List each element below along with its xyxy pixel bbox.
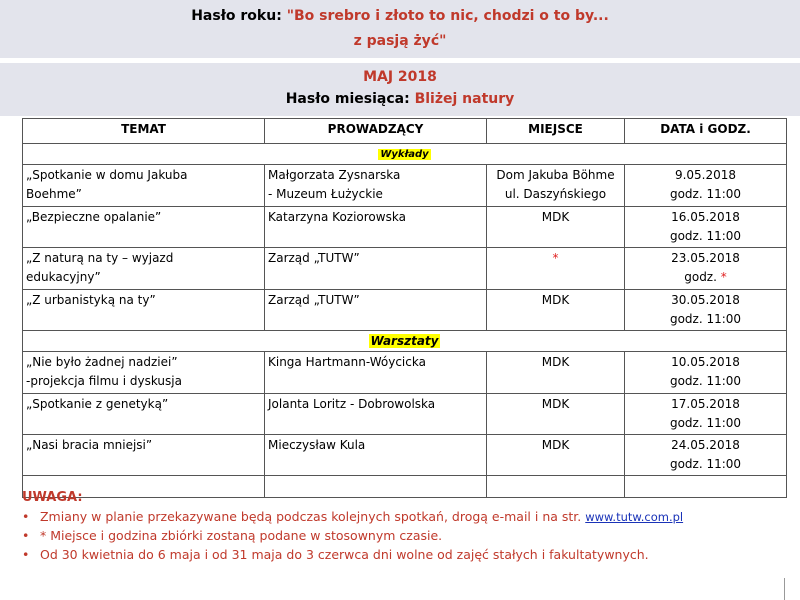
- date-text: 16.05.2018: [671, 210, 740, 224]
- place-cell: [487, 165, 625, 207]
- note-3: [22, 547, 792, 562]
- time-text: godz. 11:00: [669, 457, 742, 471]
- leader-text: Mieczysław Kula: [268, 438, 366, 452]
- topic-text-2: Boehme”: [26, 187, 82, 201]
- section-lectures: Wykłady: [380, 149, 429, 160]
- date-cell: [625, 248, 787, 290]
- topic-cell: [23, 248, 265, 290]
- leader-cell: [265, 165, 487, 207]
- date-text: 23.05.2018: [671, 251, 740, 265]
- table-row: [23, 352, 787, 394]
- place-text: MDK: [541, 397, 570, 411]
- leader-cell: [265, 352, 487, 394]
- place-text: MDK: [541, 293, 570, 307]
- place-cell: [487, 207, 625, 248]
- time-star: *: [720, 270, 727, 284]
- schedule-table: [22, 118, 787, 498]
- topic-text: „Nasi bracia mniejsi”: [26, 438, 153, 452]
- topic-cell: [23, 290, 265, 331]
- section-row-workshops: [23, 331, 787, 352]
- year-motto-label: Hasło roku:: [191, 8, 282, 24]
- header-date: DATA i GODZ.: [625, 119, 787, 144]
- note-1: [22, 509, 792, 524]
- month-title: MAJ 2018: [363, 69, 437, 85]
- table-row: [23, 394, 787, 435]
- time-text: godz. 11:00: [669, 374, 742, 388]
- leader-text: Zarząd „TUTW”: [268, 293, 360, 307]
- notes-heading: UWAGA:: [22, 490, 83, 505]
- place-cell: [487, 394, 625, 435]
- header-leader: PROWADZĄCY: [265, 119, 487, 144]
- notes-section: [22, 490, 792, 562]
- month-motto-line: [0, 91, 800, 107]
- place-text-2: ul. Daszyńskiego: [504, 187, 607, 201]
- year-motto-text-2: z pasją żyć": [353, 33, 447, 49]
- leader-cell: [265, 248, 487, 290]
- place-text: MDK: [541, 355, 570, 369]
- year-motto-band: [0, 0, 800, 58]
- leader-text: Jolanta Loritz - Dobrowolska: [268, 397, 436, 411]
- topic-cell: [23, 207, 265, 248]
- place-cell: [487, 290, 625, 331]
- leader-cell: [265, 207, 487, 248]
- leader-text: Małgorzata Zysnarska: [268, 168, 401, 182]
- bullet: •: [22, 547, 30, 562]
- date-cell: [625, 435, 787, 476]
- leader-text-2: - Muzeum Łużyckie: [268, 187, 383, 201]
- date-cell: [625, 290, 787, 331]
- topic-cell: [23, 352, 265, 394]
- topic-cell: [23, 435, 265, 476]
- topic-text: „Bezpieczne opalanie”: [26, 210, 162, 224]
- topic-text-2: -projekcja filmu i dyskusja: [26, 374, 182, 388]
- date-cell: [625, 207, 787, 248]
- date-text: 30.05.2018: [671, 293, 740, 307]
- topic-text: „Z naturą na ty – wyjazd: [26, 251, 174, 265]
- date-text: 9.05.2018: [674, 168, 737, 182]
- note-3-text: Od 30 kwietnia do 6 maja i od 31 maja do 3 czerwca dni wolne od zajęć stałych i fakultatywnych.: [39, 547, 649, 562]
- date-cell: [625, 352, 787, 394]
- topic-cell: [23, 165, 265, 207]
- place-text: MDK: [541, 438, 570, 452]
- place-cell: [487, 352, 625, 394]
- month-motto-text: Bliżej natury: [414, 91, 515, 107]
- month-motto-label: Hasło miesiąca:: [285, 91, 410, 107]
- place-text: MDK: [541, 210, 570, 224]
- topic-text: „Spotkanie w domu Jakuba: [26, 168, 188, 182]
- table-row: [23, 165, 787, 207]
- place-text: Dom Jakuba Böhme: [496, 168, 615, 182]
- place-star: *: [552, 251, 559, 265]
- bullet: •: [22, 528, 30, 543]
- date-text: 10.05.2018: [671, 355, 740, 369]
- date-text: 24.05.2018: [671, 438, 740, 452]
- month-band: [0, 63, 800, 116]
- leader-text: Katarzyna Koziorowska: [268, 210, 406, 224]
- table-row: [23, 248, 787, 290]
- date-cell: [625, 165, 787, 207]
- time-line: [628, 268, 783, 287]
- bullet: •: [22, 509, 30, 524]
- note-1-text: Zmiany w planie przekazywane będą podczas kolejnych spotkań, drogą e-mail i na str.: [39, 509, 582, 524]
- leader-text: Kinga Hartmann-Wóycicka: [268, 355, 426, 369]
- date-text: 17.05.2018: [671, 397, 740, 411]
- topic-cell: [23, 394, 265, 435]
- table-row: [23, 290, 787, 331]
- topic-text: „Nie było żadnej nadziei”: [26, 355, 178, 369]
- section-workshops: Warsztaty: [370, 334, 439, 348]
- table-row: [23, 435, 787, 476]
- time-text: godz. 11:00: [669, 229, 742, 243]
- section-row-lectures: [23, 144, 787, 165]
- place-cell: [487, 248, 625, 290]
- year-motto-text: "Bo srebro i złoto to nic, chodzi o to by...: [286, 8, 609, 24]
- table-row: [23, 207, 787, 248]
- place-cell: [487, 435, 625, 476]
- leader-cell: [265, 394, 487, 435]
- year-motto-line: [0, 8, 800, 24]
- note-2: [22, 528, 792, 543]
- note-2-text: * Miejsce i godzina zbiórki zostaną podane w stosownym czasie.: [39, 528, 443, 543]
- leader-text: Zarząd „TUTW”: [268, 251, 360, 265]
- time-text: godz. 11:00: [669, 312, 742, 326]
- divider: [784, 578, 785, 600]
- topic-text: „Spotkanie z genetyką”: [26, 397, 169, 411]
- table-header-row: [23, 119, 787, 144]
- leader-cell: [265, 435, 487, 476]
- topic-text: „Z urbanistyką na ty”: [26, 293, 156, 307]
- topic-text-2: edukacyjny”: [26, 270, 101, 284]
- website-link[interactable]: www.tutw.com.pl: [585, 510, 684, 524]
- header-place: MIEJSCE: [487, 119, 625, 144]
- date-cell: [625, 394, 787, 435]
- time-text: godz. 11:00: [669, 416, 742, 430]
- time-text: godz.: [684, 270, 721, 284]
- time-text: godz. 11:00: [669, 187, 742, 201]
- leader-cell: [265, 290, 487, 331]
- header-topic: TEMAT: [23, 119, 265, 144]
